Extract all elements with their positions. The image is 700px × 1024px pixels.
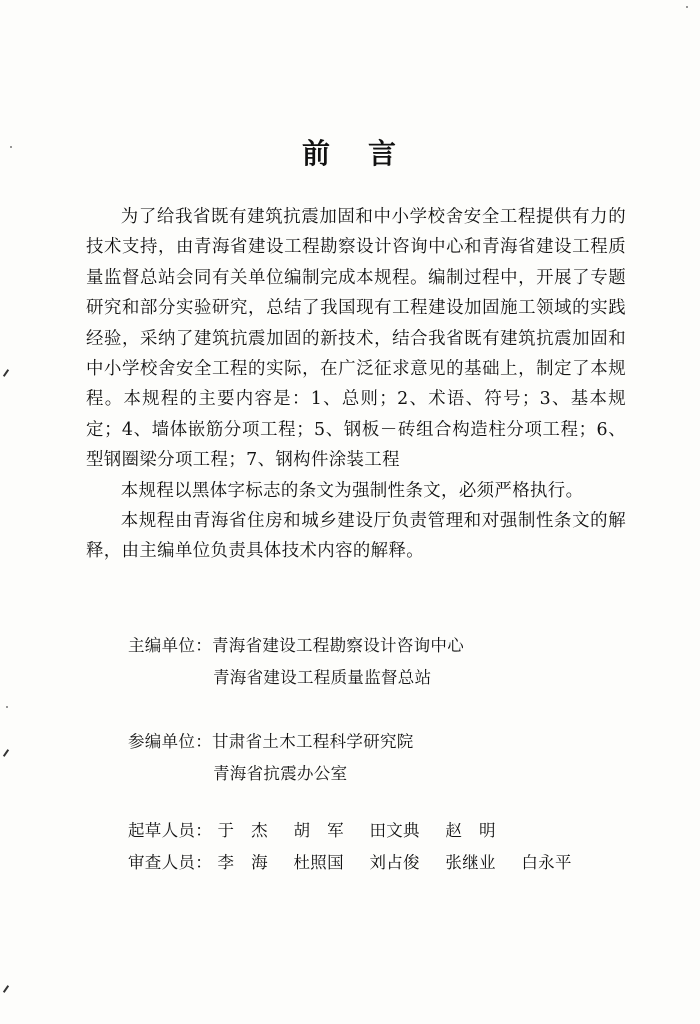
drafter-name: 于 杰 (217, 821, 268, 840)
drafters-row (128, 815, 592, 847)
reviewer-name: 白永平 (521, 853, 572, 872)
drafter-name: 田文典 (369, 821, 420, 840)
chief-editor-label: 主编单位： (128, 636, 212, 655)
reviewer-name: 杜照国 (293, 853, 344, 872)
paragraph-2: 本规程以黑体字标志的条文为强制性条文，必须严格执行。 (120, 480, 584, 501)
scan-dust (10, 146, 12, 148)
reviewers-row (128, 847, 592, 879)
scan-dust (686, 6, 688, 8)
co-editor-unit-1: 甘肃省土木工程科学研究院 (212, 732, 414, 751)
scan-mark (3, 749, 9, 757)
drafter-name: 赵 明 (445, 821, 496, 840)
title-char-2: 言 (368, 137, 399, 170)
reviewer-name: 刘占俊 (369, 853, 420, 872)
chief-editor-unit-1: 青海省建设工程勘察设计咨询中心 (212, 636, 464, 655)
drafters-label: 起草人员： (128, 821, 212, 840)
page-title (0, 132, 700, 172)
paragraph-1: 为了给我省既有建筑抗震加固和中小学校舍安全工程提供有力的技术支持，由青海省建设工程勘察设计咨询中心和青海省建设工程质量监督总站会同有关单位编制完成本规程。编制过程中，开展了专题研究和部分实验研究，总结了我国现有工程建设加固施工领域的实践经验，采纳了建筑抗震加固的新技术，结合我省既有建筑抗震加固和中小学校舍安全工程的实际，在广泛征求意见的基础上，制定了本规程。本规程的主要内容是：1、总则；2、术语、符号；3、基本规定；4、墙体嵌筋分项工程；5、钢板－砖组合构造柱分项工程；6、型钢圈梁分项工程；7、钢构件涂装工程 (86, 207, 626, 471)
co-editor-label: 参编单位： (128, 732, 212, 751)
scan-dust (6, 706, 8, 708)
paragraph-3: 本规程由青海省住房和城乡建设厅负责管理和对强制性条文的解释，由主编单位负责具体技术内容的解释。 (86, 511, 626, 562)
chief-editor-unit-2: 青海省建设工程质量监督总站 (213, 668, 432, 687)
reviewer-name: 张继业 (445, 853, 496, 872)
scan-mark (3, 369, 9, 377)
co-editor-unit-2: 青海省抗震办公室 (213, 764, 348, 783)
reviewers-label: 审查人员： (128, 853, 212, 872)
title-char-1: 前 (301, 137, 332, 170)
chief-editor-block (128, 630, 464, 694)
reviewer-name: 李 海 (217, 853, 268, 872)
scan-mark (3, 985, 9, 993)
personnel-block (128, 815, 592, 879)
co-editor-block (128, 726, 414, 790)
drafter-name: 胡 军 (293, 821, 344, 840)
preface-body (86, 202, 626, 567)
